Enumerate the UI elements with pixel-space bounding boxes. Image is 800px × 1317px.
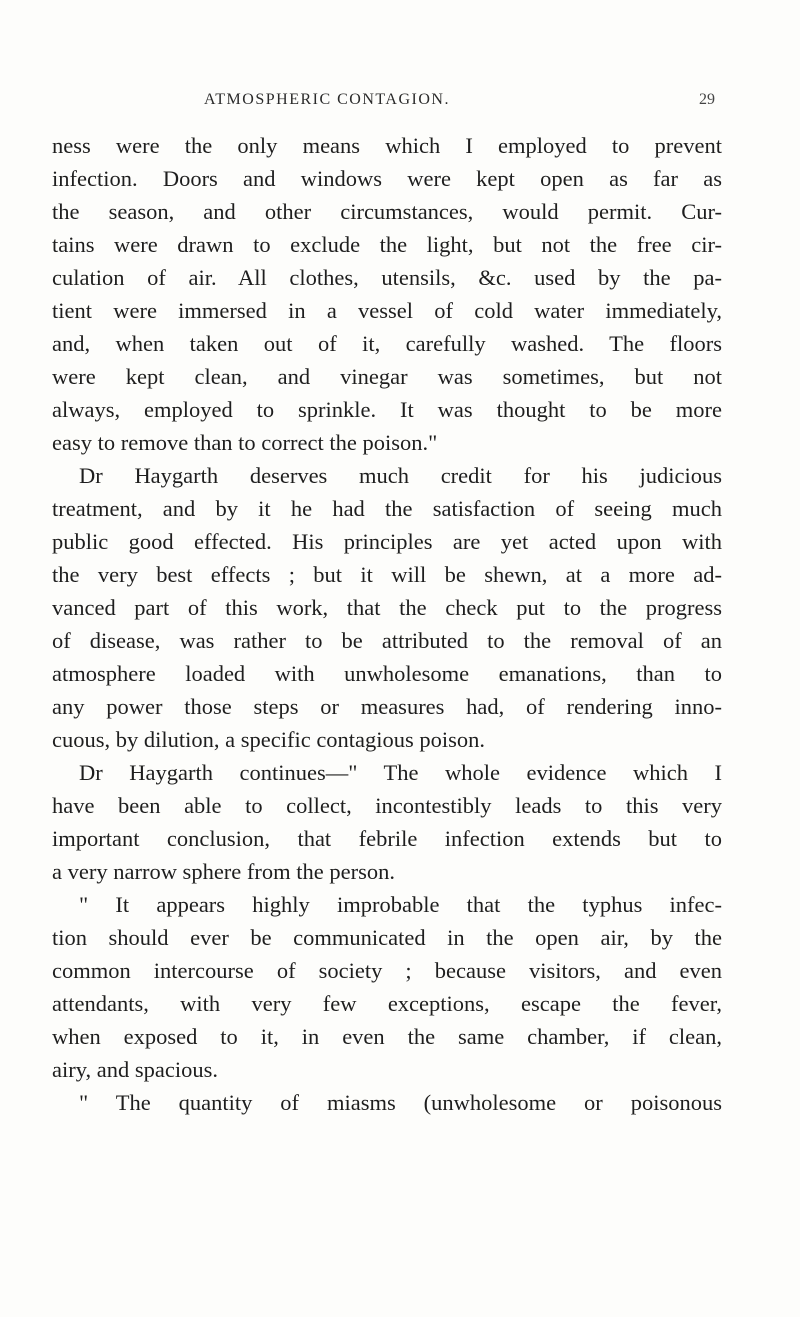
text-line: and, when taken out of it, carefully washed. The floors [52, 331, 722, 356]
paragraph-miasms-quote [52, 1086, 722, 1119]
page-number: 29 [699, 91, 715, 108]
text-line: easy to remove than to correct the poison." [52, 430, 438, 455]
text-line: Dr Haygarth continues—" The whole evidence which I [79, 760, 722, 785]
text-line: treatment, and by it he had the satisfaction of seeing much [52, 496, 722, 521]
body-text [52, 129, 722, 1119]
text-line: were kept clean, and vinegar was sometimes, but not [52, 364, 722, 389]
text-line: the very best effects ; but it will be shewn, at a more ad- [52, 562, 722, 587]
running-head [60, 91, 740, 113]
text-line: the season, and other circumstances, would permit. Cur- [52, 199, 722, 224]
text-line: Dr Haygarth deserves much credit for his judicious [79, 463, 722, 488]
text-line: of disease, was rather to be attributed to the removal of an [52, 628, 722, 653]
text-line: when exposed to it, in even the same chamber, if clean, [52, 1024, 722, 1049]
text-line: tains were drawn to exclude the light, but not the free cir- [52, 232, 722, 257]
text-line: culation of air. All clothes, utensils, &c. used by the pa- [52, 265, 722, 290]
text-line: ness were the only means which I employed to prevent [52, 133, 722, 158]
text-line: always, employed to sprinkle. It was thought to be more [52, 397, 722, 422]
text-line: a very narrow sphere from the person. [52, 859, 395, 884]
paragraph-haygarth-credit [52, 459, 722, 756]
text-line: public good effected. His principles are yet acted upon with [52, 529, 722, 554]
text-line: any power those steps or measures had, of rendering inno- [52, 694, 722, 719]
text-line: have been able to collect, incontestibly leads to this very [52, 793, 722, 818]
running-title: ATMOSPHERIC CONTAGION. [204, 91, 450, 108]
text-line: vanced part of this work, that the check put to the progress [52, 595, 722, 620]
text-line: atmosphere loaded with unwholesome emanations, than to [52, 661, 722, 686]
text-line: cuous, by dilution, a specific contagious poison. [52, 727, 486, 752]
text-line: airy, and spacious. [52, 1057, 218, 1082]
paragraph-typhus-quote [52, 888, 722, 1086]
text-line: infection. Doors and windows were kept open as far as [52, 166, 722, 191]
text-line: " It appears highly improbable that the typhus infec- [79, 892, 722, 917]
paragraph-continuation [52, 129, 722, 459]
text-line: common intercourse of society ; because visitors, and even [52, 958, 722, 983]
text-line: important conclusion, that febrile infection extends but to [52, 826, 722, 851]
text-line: tion should ever be communicated in the open air, by the [52, 925, 722, 950]
text-line: " The quantity of miasms (unwholesome or poisonous [79, 1090, 722, 1115]
text-line: attendants, with very few exceptions, escape the fever, [52, 991, 722, 1016]
text-line: tient were immersed in a vessel of cold water immediately, [52, 298, 722, 323]
paragraph-haygarth-continues [52, 756, 722, 888]
